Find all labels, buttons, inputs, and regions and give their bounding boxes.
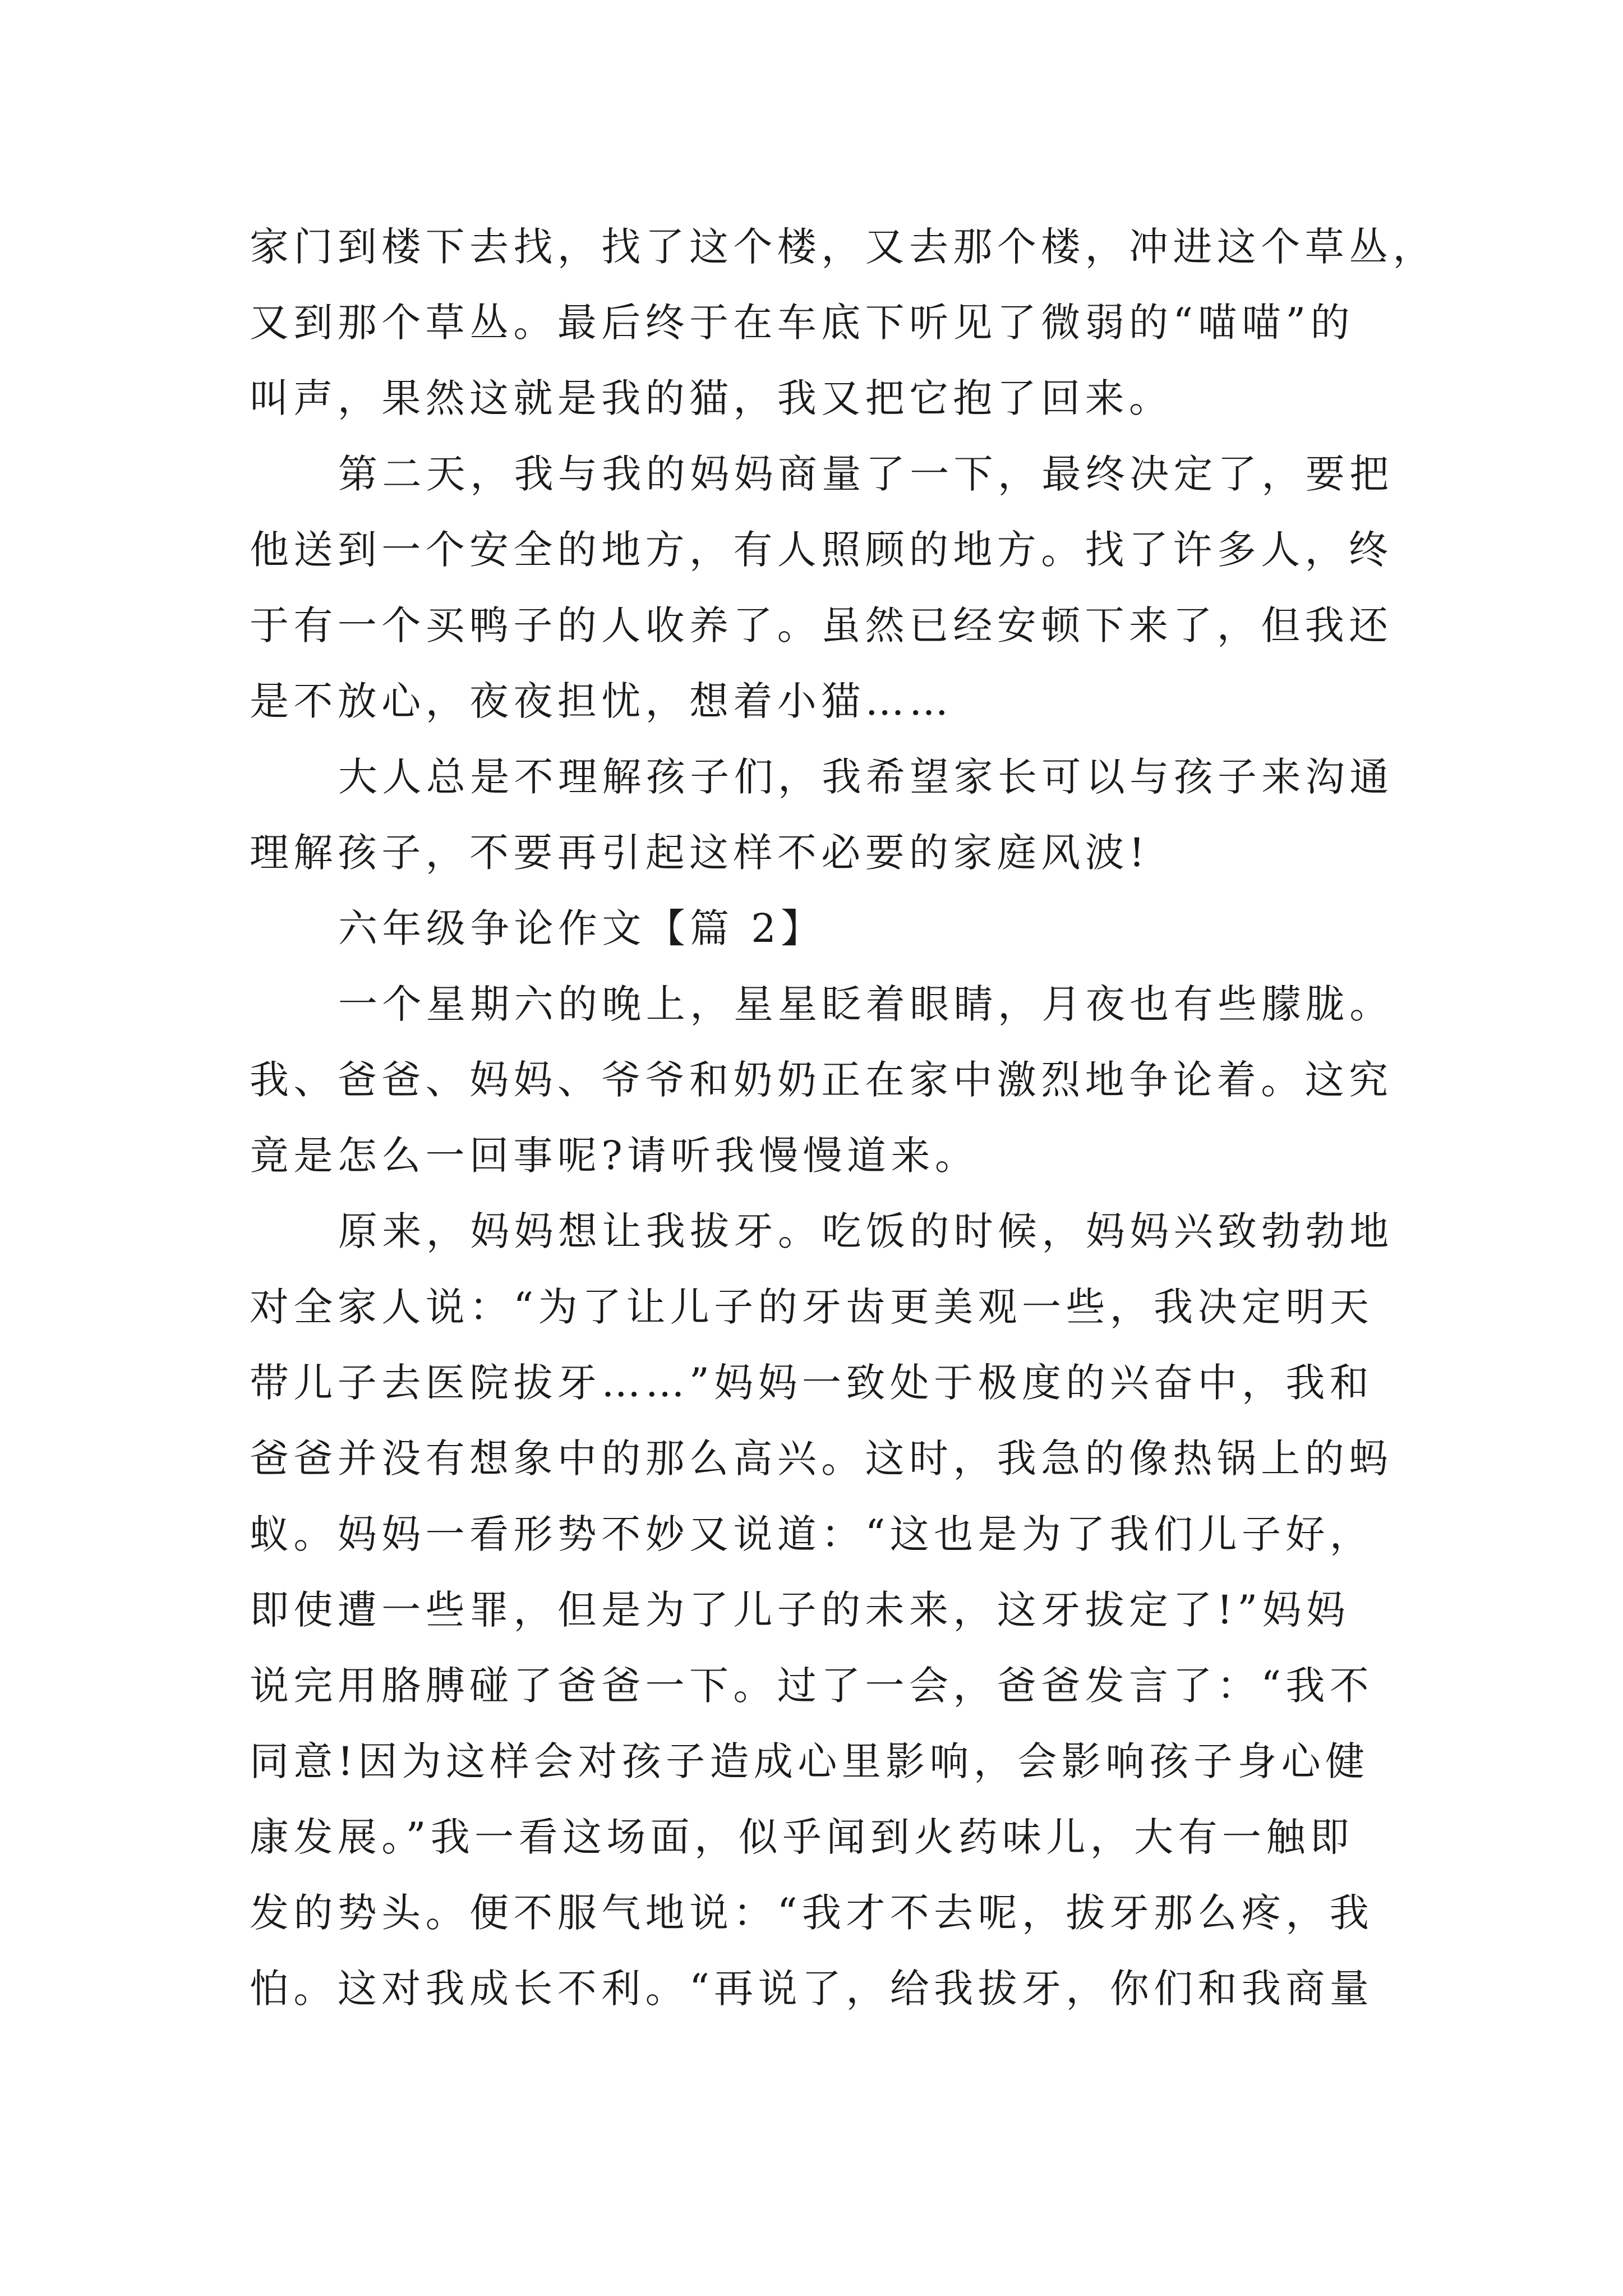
- text-line: 理解孩子，不要再引起这样不必要的家庭风波!: [250, 830, 1150, 876]
- text-line: 对全家人说：“为了让儿子的牙齿更美观一些，我决定明天: [250, 1284, 1374, 1330]
- text-line: 是不放心，夜夜担忧，想着小猫……: [250, 678, 953, 724]
- paragraph-first-line: 第二天，我与我的妈妈商量了一下，最终决定了，要把: [338, 451, 1394, 497]
- text-line: 叫声，果然这就是我的猫，我又把它抱了回来。: [250, 375, 1173, 421]
- text-line: 康发展。”我一看这场面，似乎闻到火药味儿，大有一触即: [250, 1814, 1354, 1860]
- text-line: 家门到楼下去找，找了这个楼，又去那个楼，冲进这个草丛，: [250, 224, 1437, 270]
- text-line: 又到那个草丛。最后终于在车底下听见了微弱的“喵喵”的: [250, 300, 1354, 346]
- text-line: 怕。这对我成长不利。“再说了，给我拔牙，你们和我商量: [250, 1966, 1374, 2012]
- text-line: 即使遭一些罪，但是为了儿子的未来，这牙拔定了!”妈妈: [250, 1587, 1350, 1633]
- section-heading: 六年级争论作文【篇 2】: [338, 905, 825, 951]
- text-line: 蚁。妈妈一看形势不妙又说道：“这也是为了我们儿子好，: [250, 1511, 1374, 1557]
- paragraph-first-line: 一个星期六的晚上，星星眨着眼睛，月夜也有些朦胧。: [338, 981, 1394, 1027]
- text-line: 我、爸爸、妈妈、爷爷和奶奶正在家中激烈地争论着。这究: [250, 1057, 1393, 1103]
- text-line: 带儿子去医院拔牙……”妈妈一致处于极度的兴奋中，我和: [250, 1360, 1374, 1406]
- text-line: 同意!因为这样会对孩子造成心里影响，会影响孩子身心健: [250, 1738, 1370, 1784]
- paragraph-first-line: 原来，妈妈想让我拔牙。吃饭的时候，妈妈兴致勃勃地: [338, 1208, 1394, 1254]
- text-line: 爸爸并没有想象中的那么高兴。这时，我急的像热锅上的蚂: [250, 1435, 1393, 1481]
- paragraph-first-line: 大人总是不理解孩子们，我希望家长可以与孩子来沟通: [338, 754, 1394, 800]
- text-line: 竟是怎么一回事呢?请听我慢慢道来。: [250, 1133, 979, 1179]
- text-line: 于有一个买鸭子的人收养了。虽然已经安顿下来了，但我还: [250, 602, 1393, 648]
- text-line: 他送到一个安全的地方，有人照顾的地方。找了许多人，终: [250, 527, 1393, 573]
- text-line: 发的势头。便不服气地说：“我才不去呢，拔牙那么疼，我: [250, 1890, 1374, 1936]
- text-line: 说完用胳膊碰了爸爸一下。过了一会，爸爸发言了：“我不: [250, 1663, 1374, 1709]
